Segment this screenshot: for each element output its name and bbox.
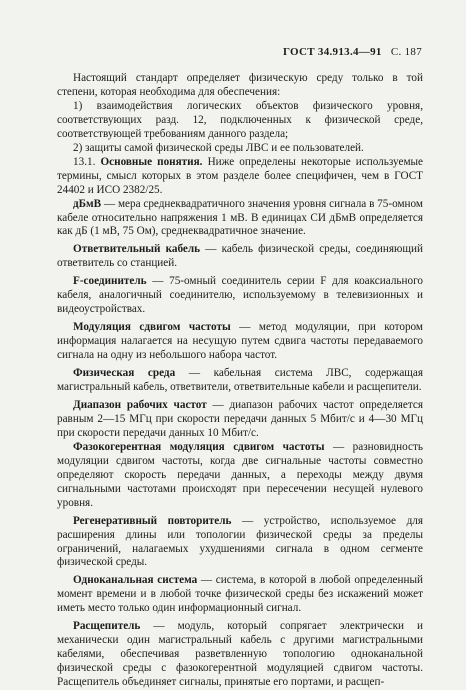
definition-text: — модуль, который сопрягает электрически и механически один магистральный кабель с другими магистральными кабелями, обеспечивая разветвленную топологию одноканальной физической среды с фазокогерентной модуляцией сдвигом частоты. Расщепитель объединяет сигналы, принятые его портами, и расщеп- [57, 620, 423, 689]
definition [57, 620, 423, 690]
definition [57, 275, 423, 317]
section-paragraph [57, 156, 423, 198]
section-number: 13.1. [73, 155, 96, 168]
definition-text: — 75-омный соединитель серии F для коаксиального кабеля, аналогичный соединителю, используемому в телевизионных и видеоустройствах. [57, 275, 423, 316]
definition-term: Расщепитель [73, 620, 141, 633]
definition [57, 441, 423, 511]
definition-text: — мера среднеквадратичного значения уровня сигнала в 75-омном кабеле относительно напряжения 1 мВ. В единицах СИ дБмВ определяется как дБ (1 мВ, 75 Ом), среднеквадратичное значение. [57, 197, 423, 238]
definition-term: Диапазон рабочих частот [73, 398, 207, 411]
section-title: Основные понятия. [100, 155, 203, 168]
definition-term: Модуляция сдвигом частоты [73, 321, 231, 334]
definition-term: Регенеративный повторитель [73, 514, 232, 527]
definition [57, 198, 423, 240]
definition-term: Физическая среда [73, 367, 176, 380]
definition-text: — диапазон рабочих частот определяется равным 2—15 МГц при скорости передачи данных 5 Мбит/с и 4—30 МГц при скорости передачи данных 10 Мбит/с. [57, 398, 424, 439]
list-item: 2) защиты самой физической среды ЛВС и ее пользователей. [73, 141, 364, 154]
intro-paragraph: Настоящий стандарт определяет физическую среду только в той степени, которая необходима для обеспечения: [57, 72, 423, 98]
definition-text: — устройство, используемое для расширения длины или топологии физической среды за пределы ограничений, налагаемых ухудшениями сигнала в одном сегменте физической среды. [57, 514, 423, 569]
definition-text: — метод модуляции, при котором информация налагается на несущую путем сдвига частоты передаваемого сигнала на одну из небольшого набора частот. [57, 321, 424, 362]
definition-text: — разновидность модуляции сдвигом частоты, когда две сигнальные частоты совместно определяют скорость передачи данных, а переходы между двумя сигнальными частотами происходят при пересечении несущей нулевого уровня. [57, 440, 423, 509]
definition-text: — кабель физической среды, соединяющий ответвитель со станцией. [57, 243, 423, 270]
standard-number: ГОСТ 34.913.4—91 [282, 46, 382, 58]
definition-term: Ответвительный кабель [73, 243, 201, 256]
document-body [57, 72, 423, 690]
definition [57, 321, 423, 363]
section-text: Ниже определены некоторые используемые термины, смысл которых в этом разделе более специфичен, чем в ГОСТ 24402 и ИСО 2382/25. [57, 155, 424, 196]
definition-term: F-соединитель [73, 275, 147, 288]
definition [57, 515, 423, 571]
page-header [283, 46, 422, 58]
definition-term: Одноканальная система [73, 574, 198, 587]
definition [57, 574, 423, 616]
definition-term: дБмВ [73, 197, 102, 210]
definition [57, 243, 423, 271]
definition [57, 367, 423, 395]
definition-term: Фазокогерентная модуляция сдвигом частоты [73, 440, 325, 453]
definition-text: — система, в которой в любой определенный момент времени и в любой точке физической среды без искажений может иметь место только один информационный сигнал. [57, 574, 423, 615]
definition-text: — кабельная система ЛВС, содержащая магистральный кабель, ответвители, ответвительные кабели и расщепители. [57, 367, 424, 394]
page-number: С. 187 [390, 46, 422, 58]
list-item: 1) взаимодействия логических объектов физического уровня, соответствующих разд. 12, подключенных к физической среде, соответствующей требованиям данного раздела; [57, 99, 423, 140]
definition [57, 399, 423, 441]
